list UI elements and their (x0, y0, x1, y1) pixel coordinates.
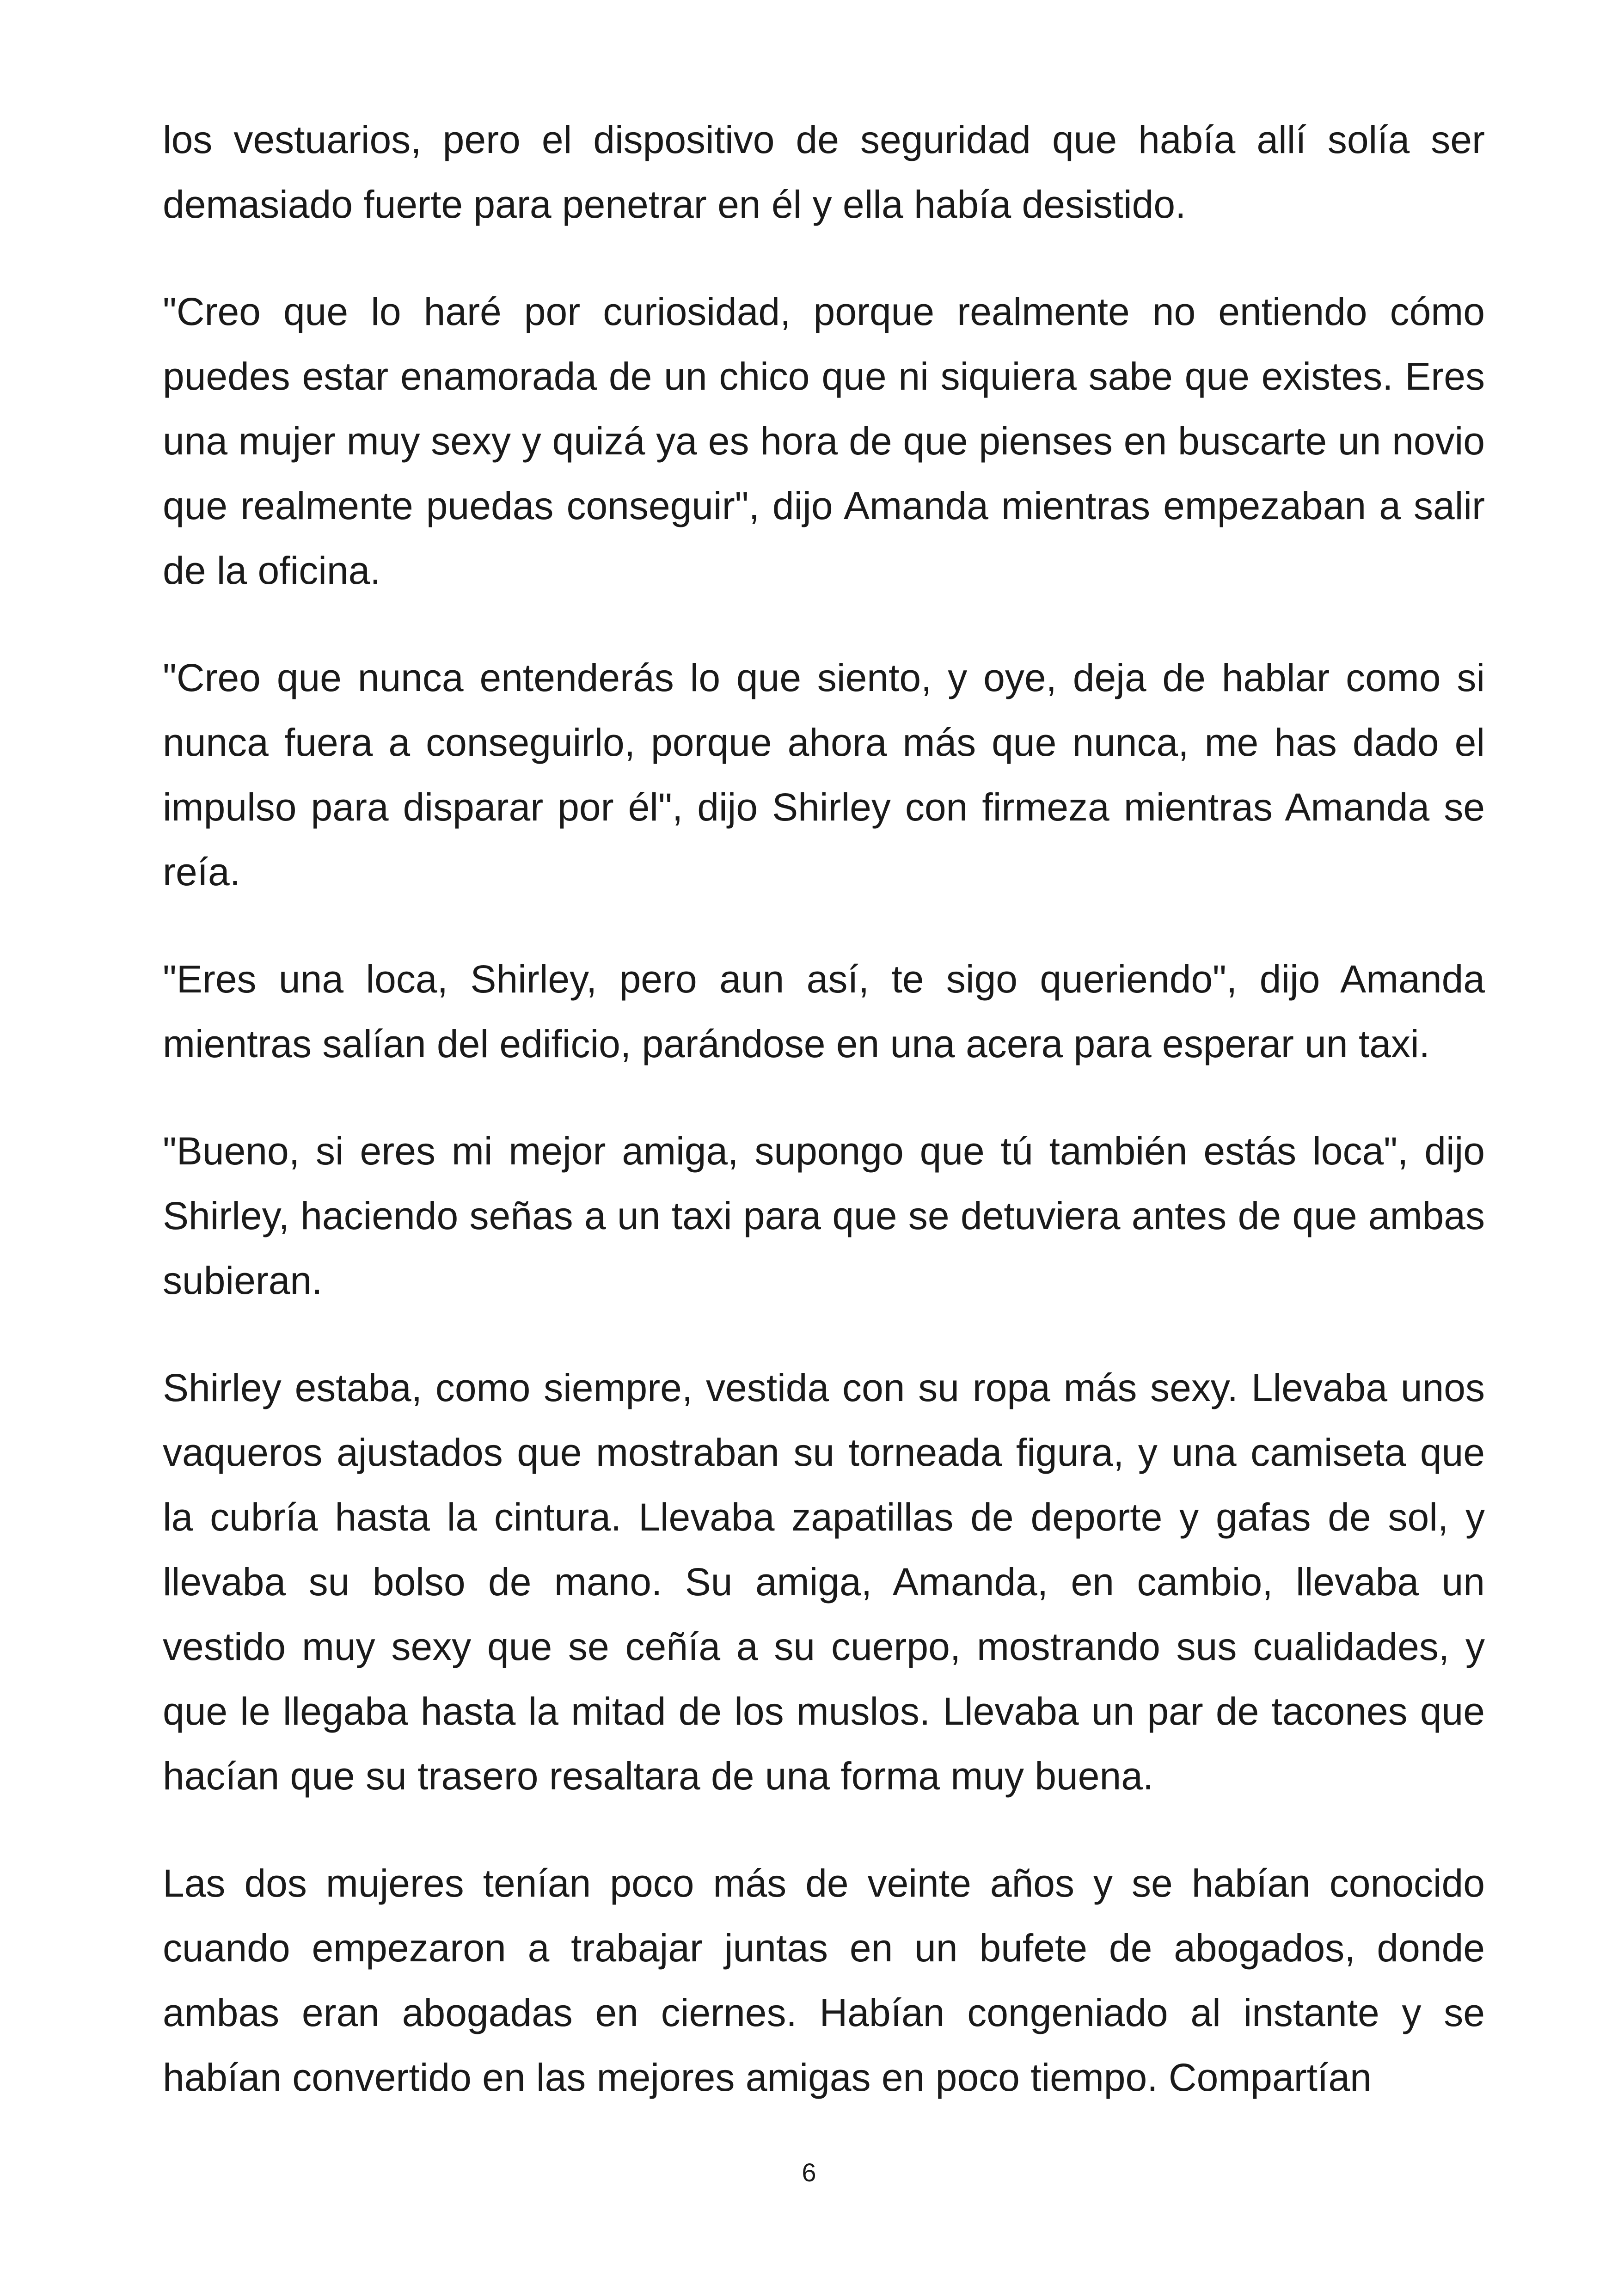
body-text (163, 107, 1485, 2152)
paragraph: "Eres una loca, Shirley, pero aun así, te sigo queriendo", dijo Amanda mientras salían del edificio, parándose en una acera para esperar un taxi. (163, 957, 1485, 1065)
paragraph: "Creo que nunca entenderás lo que siento, y oye, deja de hablar como si nunca fuera a conseguirlo, porque ahora más que nunca, me has dado el impulso para disparar por él", dijo Shirley con firmeza mientras Amanda se reía. (163, 656, 1485, 894)
paragraph: Las dos mujeres tenían poco más de veinte años y se habían conocido cuando empezaron a trabajar juntas en un bufete de abogados, donde ambas eran abogadas en ciernes. Habían congeniado al instante y se habían convertido en las mejores amigas en poco tiempo. Compartían (163, 1861, 1485, 2099)
paragraph: "Creo que lo haré por curiosidad, porque realmente no entiendo cómo puedes estar enamorada de un chico que ni siquiera sabe que existes. Eres una mujer muy sexy y quizá ya es hora de que pienses en buscarte un novio que realmente puedas conseguir", dijo Amanda mientras empezaban a salir de la oficina. (163, 290, 1485, 592)
paragraph: "Bueno, si eres mi mejor amiga, supongo que tú también estás loca", dijo Shirley, haciendo señas a un taxi para que se detuviera antes de que ambas subieran. (163, 1129, 1485, 1302)
paragraph: los vestuarios, pero el dispositivo de seguridad que había allí solía ser demasiado fuerte para penetrar en él y ella había desistido. (163, 118, 1485, 226)
page-number: 6 (802, 2158, 816, 2187)
paragraph: Shirley estaba, como siempre, vestida con su ropa más sexy. Llevaba unos vaqueros ajustados que mostraban su torneada figura, y una camiseta que la cubría hasta la cintura. Llevaba zapatillas de deporte y gafas de sol, y llevaba su bolso de mano. Su amiga, Amanda, en cambio, llevaba un vestido muy sexy que se ceñía a su cuerpo, mostrando sus cualidades, y que le llegaba hasta la mitad de los muslos. Llevaba un par de tacones que hacían que su trasero resaltara de una forma muy buena. (163, 1366, 1485, 1798)
